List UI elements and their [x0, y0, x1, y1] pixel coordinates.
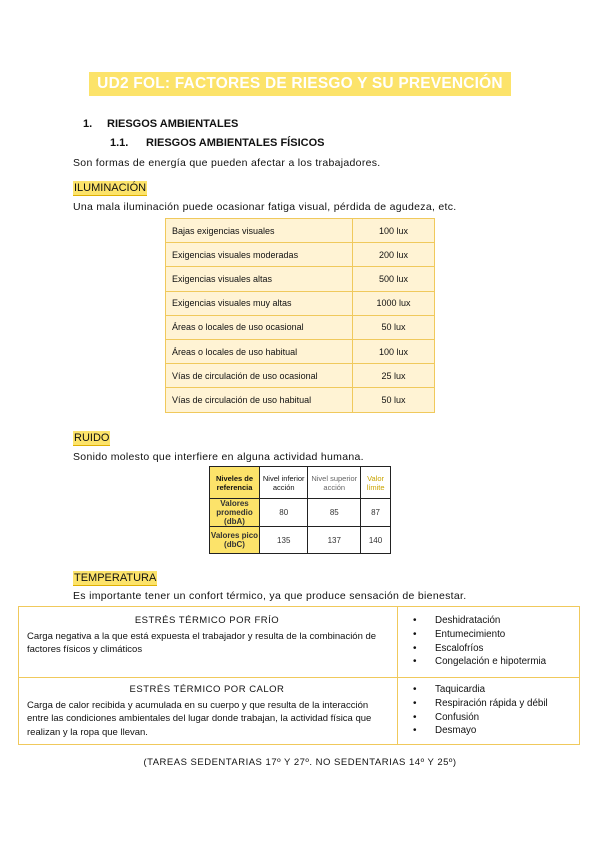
noise-header-cell: Niveles de referencia [210, 467, 260, 499]
noise-header-row [210, 467, 391, 499]
illumination-label: Bajas exigencias visuales [166, 219, 353, 243]
section-label-ruido: RUIDO [74, 432, 110, 444]
illumination-label: Vías de circulación de uso ocasional [166, 364, 353, 388]
intro-text: Son formas de energía que pueden afectar a los trabajadores. [73, 157, 381, 169]
list-item: • Congelación e hipotermia [409, 655, 579, 669]
illumination-value: 200 lux [353, 243, 435, 267]
title-wrapper [0, 72, 600, 96]
heading-number: 1. [83, 118, 93, 130]
illumination-label: Áreas o locales de uso ocasional [166, 315, 353, 339]
table-row [166, 243, 435, 267]
noise-value: 137 [308, 527, 361, 554]
illumination-label: Vías de circulación de uso habitual [166, 388, 353, 412]
noise-table [209, 466, 391, 554]
heat-stress-cell [27, 683, 387, 739]
list-item: • Taquicardia [409, 683, 579, 697]
table-row [166, 291, 435, 315]
section-label-temperatura: TEMPERATURA [74, 572, 157, 584]
noise-row [210, 499, 391, 527]
noise-row-label: Valores promedio (dbA) [210, 499, 260, 527]
table-row [166, 388, 435, 412]
heading-text: RIESGOS AMBIENTALES [107, 118, 239, 130]
noise-header-cell: Nivel inferior acción [260, 467, 308, 499]
cold-stress-description: Carga negativa a la que está expuesta el trabajador y resulta de la combinación de factores físicos y climáticos [27, 630, 377, 655]
illumination-value: 100 lux [353, 339, 435, 363]
illumination-value: 50 lux [353, 315, 435, 339]
noise-value: 135 [260, 527, 308, 554]
noise-value: 85 [308, 499, 361, 527]
illumination-value: 500 lux [353, 267, 435, 291]
list-item: • Confusión [409, 711, 579, 725]
heading-riesgos-ambientales [83, 118, 238, 130]
list-item: • Respiración rápida y débil [409, 697, 579, 711]
heat-stress-description: Carga de calor recibida y acumulada en su cuerpo y que resulta de la interacción entre las condiciones ambientales del lugar donde trabajan, la actividad física que realizan y la ropa que llevan. [27, 699, 372, 738]
temperature-footnote: (TAREAS SEDENTARIAS 17º Y 27º. NO SEDENTARIAS 14º Y 25º) [143, 757, 457, 768]
noise-row-label: Valores pico (dbC) [210, 527, 260, 554]
divider [397, 607, 398, 744]
section-label-iluminacion: ILUMINACIÓN [74, 182, 147, 194]
illumination-label: Exigencias visuales moderadas [166, 243, 353, 267]
illumination-value: 50 lux [353, 388, 435, 412]
illumination-table [165, 218, 435, 413]
subheading-text: RIESGOS AMBIENTALES FÍSICOS [146, 137, 325, 149]
illumination-value: 100 lux [353, 219, 435, 243]
divider [19, 677, 579, 678]
noise-header-cell: Nivel superior acción [308, 467, 361, 499]
noise-value: 80 [260, 499, 308, 527]
table-row [166, 339, 435, 363]
noise-row [210, 527, 391, 554]
thermal-stress-table [18, 606, 580, 745]
list-item: • Escalofríos [409, 642, 579, 656]
cold-effects-list [409, 614, 579, 669]
illumination-label: Exigencias visuales altas [166, 267, 353, 291]
table-row [166, 267, 435, 291]
list-item: • Desmayo [409, 724, 579, 738]
noise-value: 87 [361, 499, 391, 527]
heat-stress-title: ESTRÉS TÉRMICO POR CALOR [129, 684, 285, 695]
illumination-value: 1000 lux [353, 291, 435, 315]
page-title: UD2 FOL: FACTORES DE RIESGO Y SU PREVENCIÓN [89, 72, 511, 96]
cold-stress-cell [27, 614, 387, 657]
subheading-number: 1.1. [110, 137, 129, 149]
noise-value: 140 [361, 527, 391, 554]
illumination-value: 25 lux [353, 364, 435, 388]
subheading-riesgos-fisicos [110, 137, 324, 149]
cold-stress-title: ESTRÉS TÉRMICO POR FRÍO [134, 615, 280, 626]
illumination-label: Áreas o locales de uso habitual [166, 339, 353, 363]
heat-effects-list [409, 683, 579, 738]
table-row [166, 364, 435, 388]
illumination-label: Exigencias visuales muy altas [166, 291, 353, 315]
table-row [166, 219, 435, 243]
table-row [166, 315, 435, 339]
temperatura-text: Es importante tener un confort térmico, ya que produce sensación de bienestar. [73, 590, 467, 602]
list-item: • Deshidratación [409, 614, 579, 628]
noise-header-cell: Valor límite [361, 467, 391, 499]
list-item: • Entumecimiento [409, 628, 579, 642]
ruido-text: Sonido molesto que interfiere en alguna actividad humana. [73, 451, 364, 463]
iluminacion-text: Una mala iluminación puede ocasionar fatiga visual, pérdida de agudeza, etc. [73, 201, 457, 213]
